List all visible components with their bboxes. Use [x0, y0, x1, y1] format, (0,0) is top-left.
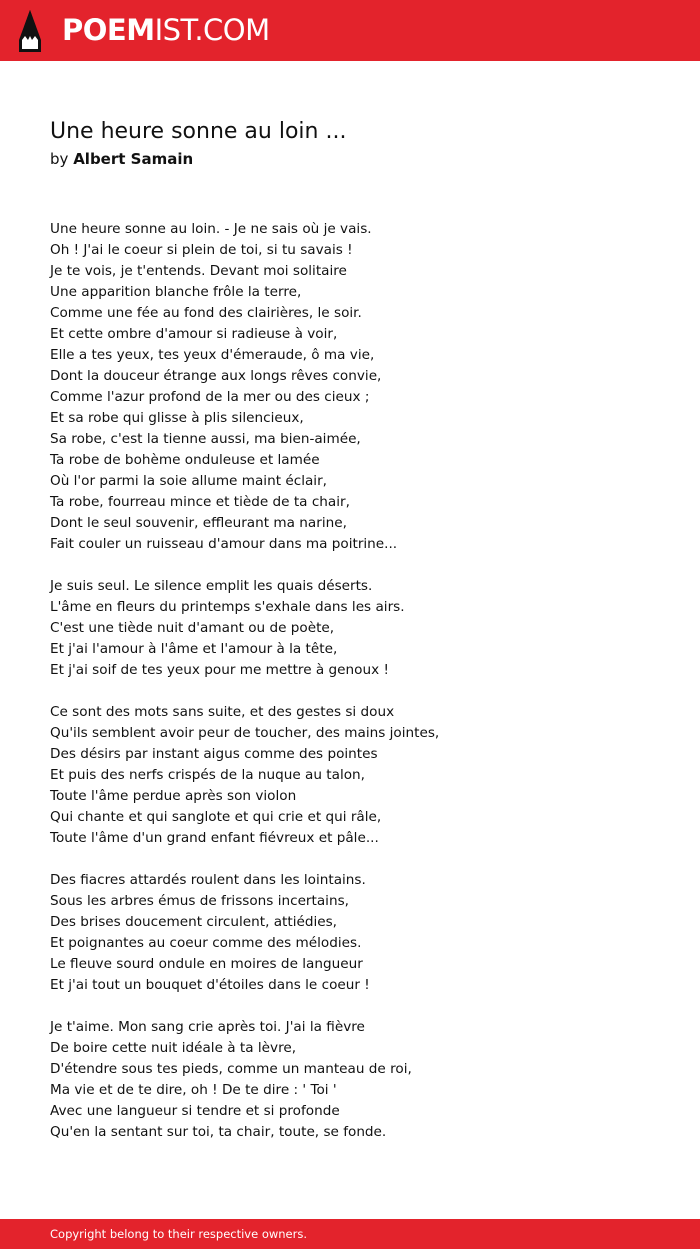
- stanza: [50, 1017, 670, 1143]
- poem-line: Ce sont des mots sans suite, et des gestes si doux: [50, 704, 395, 720]
- poem-line: Sa robe, c'est la tienne aussi, ma bien-aimée,: [50, 431, 361, 447]
- poem-line: Qui chante et qui sanglote et qui crie et qui râle,: [50, 809, 382, 825]
- poem-line: Qu'ils semblent avoir peur de toucher, des mains jointes,: [50, 725, 440, 741]
- poem-line: Dont la douceur étrange aux longs rêves convie,: [50, 368, 382, 384]
- stanza: [50, 219, 670, 555]
- poem-line: De boire cette nuit idéale à ta lèvre,: [50, 1040, 297, 1056]
- poem-line: Qu'en la sentant sur toi, ta chair, toute, se fonde.: [50, 1124, 387, 1140]
- author-name: Albert Samain: [73, 150, 194, 168]
- poem-line: Elle a tes yeux, tes yeux d'émeraude, ô ma vie,: [50, 347, 375, 363]
- site-logo[interactable]: [62, 11, 270, 49]
- poem-line: Je t'aime. Mon sang crie après toi. J'ai la fièvre: [50, 1019, 365, 1035]
- logo-light-text: IST.COM: [154, 13, 270, 47]
- poem-title: Une heure sonne au loin ...: [50, 119, 347, 144]
- poem-line: Avec une langueur si tendre et si profonde: [50, 1103, 340, 1119]
- poem-line: Et sa robe qui glisse à plis silencieux,: [50, 410, 304, 426]
- stanza: [50, 702, 670, 849]
- logo-bold-text: POEM: [62, 13, 155, 47]
- pencil-tip-icon[interactable]: [17, 10, 43, 52]
- poem-line: Ta robe, fourreau mince et tiède de ta chair,: [50, 494, 350, 510]
- byline: [50, 148, 193, 170]
- poem-line: Dont le seul souvenir, effleurant ma narine,: [50, 515, 347, 531]
- poem-line: Et cette ombre d'amour si radieuse à voir,: [50, 326, 338, 342]
- poem-line: Où l'or parmi la soie allume maint éclair,: [50, 473, 327, 489]
- poem-line: Sous les arbres émus de frissons incertains,: [50, 893, 349, 909]
- poem-line: Et j'ai l'amour à l'âme et l'amour à la tête,: [50, 641, 338, 657]
- poem-line: Je suis seul. Le silence emplit les quais déserts.: [50, 578, 373, 594]
- poem-line: Et puis des nerfs crispés de la nuque au talon,: [50, 767, 365, 783]
- poem-line: Et poignantes au coeur comme des mélodies.: [50, 935, 362, 951]
- poem-line: Le fleuve sourd ondule en moires de langueur: [50, 956, 363, 972]
- poem-line: Des désirs par instant aigus comme des pointes: [50, 746, 378, 762]
- poem-line: Des fiacres attardés roulent dans les lointains.: [50, 872, 366, 888]
- poem-line: Et j'ai soif de tes yeux pour me mettre à genoux !: [50, 662, 389, 678]
- stanza: [50, 576, 670, 681]
- poem-line: Oh ! J'ai le coeur si plein de toi, si tu savais !: [50, 242, 353, 258]
- stanza: [50, 870, 670, 996]
- poem-line: Toute l'âme d'un grand enfant fiévreux et pâle...: [50, 830, 379, 846]
- site-header: [0, 0, 700, 61]
- poem-line: Et j'ai tout un bouquet d'étoiles dans le coeur !: [50, 977, 370, 993]
- poem-line: Je te vois, je t'entends. Devant moi solitaire: [50, 263, 347, 279]
- poem-line: Comme l'azur profond de la mer ou des cieux ;: [50, 389, 370, 405]
- poem-line: Comme une fée au fond des clairières, le soir.: [50, 305, 362, 321]
- poem-line: Fait couler un ruisseau d'amour dans ma poitrine...: [50, 536, 398, 552]
- poem-body: [50, 219, 670, 1164]
- poem-line: C'est une tiède nuit d'amant ou de poète,: [50, 620, 335, 636]
- poem-line: Des brises doucement circulent, attiédies,: [50, 914, 338, 930]
- poem-line: Une apparition blanche frôle la terre,: [50, 284, 302, 300]
- poem-line: Ta robe de bohème onduleuse et lamée: [50, 452, 320, 468]
- poem-line: L'âme en fleurs du printemps s'exhale dans les airs.: [50, 599, 405, 615]
- copyright-text: Copyright belong to their respective owners.: [50, 1227, 308, 1241]
- by-label: by: [50, 150, 69, 168]
- site-footer: [0, 1219, 700, 1249]
- poem-line: Une heure sonne au loin. - Je ne sais où je vais.: [50, 221, 372, 237]
- poem-line: D'étendre sous tes pieds, comme un manteau de roi,: [50, 1061, 412, 1077]
- poem-line: Toute l'âme perdue après son violon: [50, 788, 297, 804]
- poem-line: Ma vie et de te dire, oh ! De te dire : ' Toi ': [50, 1082, 337, 1098]
